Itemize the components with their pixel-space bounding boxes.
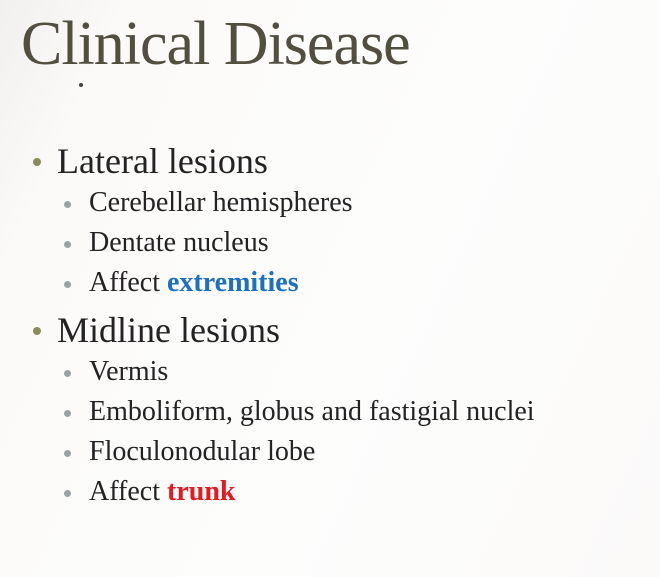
bullet-list [0,138,660,512]
bullet-dot [64,450,71,457]
bullet-item-affect-trunk [0,472,660,512]
bullet-item-emboliform-globus-fastigial [0,392,660,432]
bullet-item-vermis [0,352,660,392]
stray-dot-artifact [79,83,83,87]
bullet-dot [64,370,71,377]
bullet-text [89,476,235,508]
bullet-text-plain: Affect [89,476,167,507]
bullet-text: Cerebellar hemispheres [89,187,353,218]
bullet-dot [64,201,71,208]
bullet-item-lateral-lesions [0,138,660,183]
bullet-dot [64,410,71,417]
bullet-text: Floculonodular lobe [89,436,316,467]
bullet-text [89,267,299,299]
slide-title: Clinical Disease [21,10,410,78]
bullet-dot [64,281,71,288]
bullet-dot [64,490,71,497]
bullet-item-affect-extremities [0,263,660,303]
bullet-dot [33,327,41,335]
emphasis-trunk: trunk [167,476,236,507]
bullet-item-dentate-nucleus [0,223,660,263]
bullet-text: Vermis [89,356,169,387]
bullet-text-plain: Affect [89,267,167,298]
bullet-dot [33,158,41,166]
bullet-item-cerebellar-hemispheres [0,183,660,223]
bullet-item-midline-lesions [0,307,660,352]
bullet-dot [64,241,71,248]
bullet-text: Midline lesions [57,309,280,350]
bullet-text: Lateral lesions [57,140,268,181]
emphasis-extremities: extremities [167,267,299,298]
bullet-text: Emboliform, globus and fastigial nuclei [89,396,535,427]
bullet-item-floculonodular-lobe [0,432,660,472]
bullet-text: Dentate nucleus [89,227,269,258]
